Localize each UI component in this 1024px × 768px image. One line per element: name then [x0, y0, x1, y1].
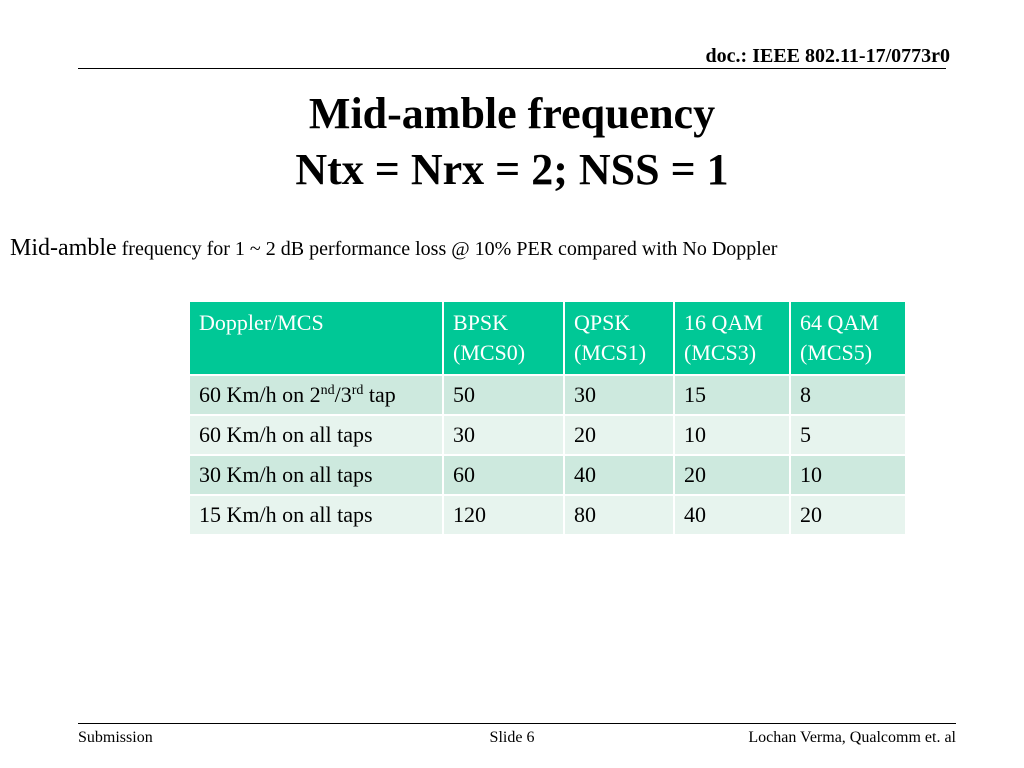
row-label: 60 Km/h on all taps — [189, 415, 443, 455]
midamble-frequency-table — [188, 300, 907, 536]
table-header-row — [189, 301, 906, 375]
footer-slide-number: Slide 6 — [489, 729, 535, 746]
cell-bpsk: 120 — [443, 495, 564, 535]
footer-submission: Submission — [78, 729, 153, 746]
slide-subtitle — [10, 235, 777, 262]
cell-16qam: 20 — [674, 455, 790, 495]
cell-qpsk: 40 — [564, 455, 674, 495]
table-row — [189, 375, 906, 415]
cell-qpsk: 80 — [564, 495, 674, 535]
header-bpsk: BPSK (MCS0) — [443, 301, 564, 375]
header-divider — [78, 68, 946, 69]
subtitle-rest: frequency for 1 ~ 2 dB performance loss @ 10% PER compared with No Doppler — [116, 238, 778, 260]
cell-64qam: 5 — [790, 415, 906, 455]
cell-bpsk: 60 — [443, 455, 564, 495]
cell-16qam: 40 — [674, 495, 790, 535]
cell-64qam: 20 — [790, 495, 906, 535]
cell-qpsk: 20 — [564, 415, 674, 455]
row-label: 30 Km/h on all taps — [189, 455, 443, 495]
row-label: 15 Km/h on all taps — [189, 495, 443, 535]
table-row — [189, 495, 906, 535]
cell-16qam: 10 — [674, 415, 790, 455]
footer-divider — [78, 723, 956, 724]
cell-bpsk: 50 — [443, 375, 564, 415]
title-line-1: Mid-amble frequency — [308, 89, 716, 138]
row-label: 60 Km/h on 2nd/3rd tap — [189, 375, 443, 415]
cell-64qam: 10 — [790, 455, 906, 495]
subtitle-lead: Mid-amble — [10, 235, 117, 261]
title-line-2: Ntx = Nrx = 2; NSS = 1 — [295, 145, 729, 194]
header-64qam: 64 QAM (MCS5) — [790, 301, 906, 375]
cell-16qam: 15 — [674, 375, 790, 415]
slide-title — [0, 86, 1024, 198]
cell-64qam: 8 — [790, 375, 906, 415]
header-doppler-mcs: Doppler/MCS — [189, 301, 443, 375]
table-row — [189, 415, 906, 455]
header-16qam: 16 QAM (MCS3) — [674, 301, 790, 375]
header-qpsk: QPSK (MCS1) — [564, 301, 674, 375]
cell-bpsk: 30 — [443, 415, 564, 455]
footer-author: Lochan Verma, Qualcomm et. al — [748, 729, 956, 746]
table-row — [189, 455, 906, 495]
document-id: doc.: IEEE 802.11-17/0773r0 — [705, 45, 950, 67]
cell-qpsk: 30 — [564, 375, 674, 415]
